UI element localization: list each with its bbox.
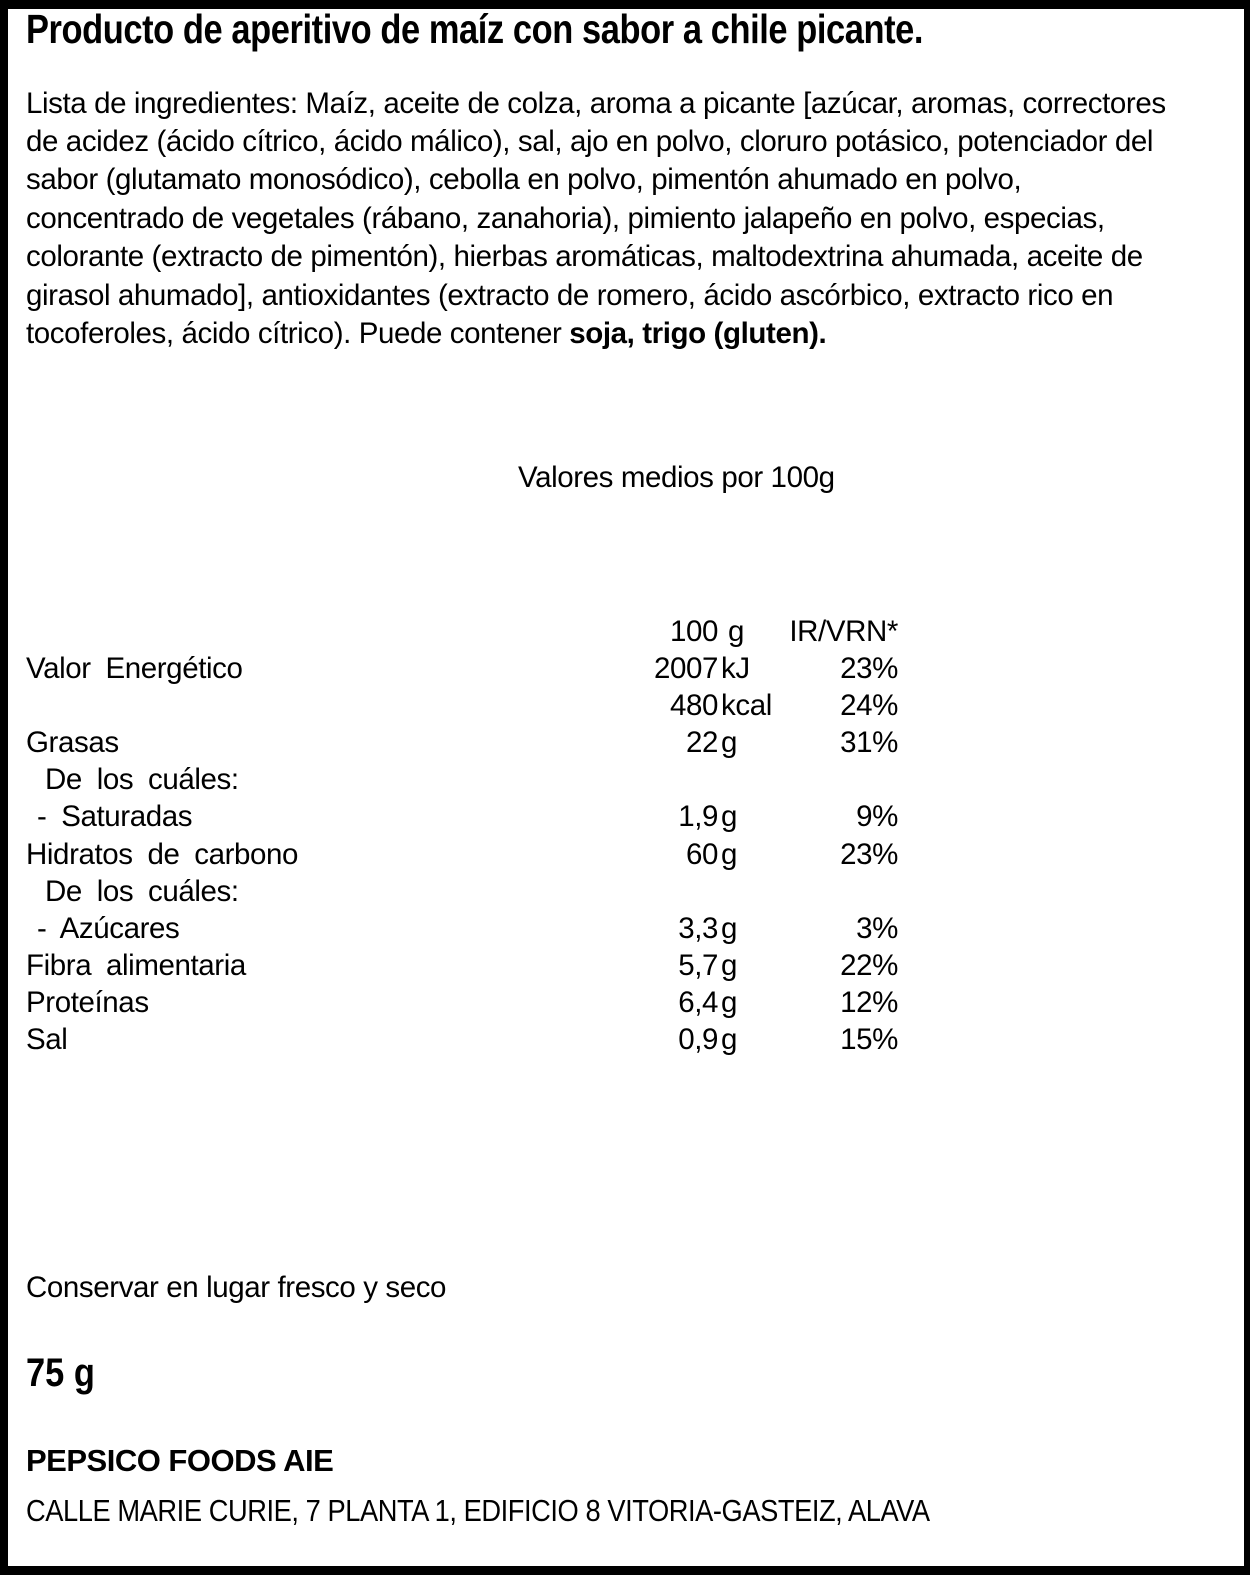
row-rda: 23%: [840, 652, 898, 686]
manufacturer-name: PEPSICO FOODS AIE: [26, 1443, 334, 1478]
nutrition-table: [26, 613, 898, 1058]
row-value: 1,9: [678, 800, 718, 834]
table-row-energy-kj: [26, 650, 898, 687]
row-unit: g: [721, 837, 738, 871]
table-row-protein: [26, 984, 898, 1021]
table-row-energy-kcal: [26, 687, 898, 724]
row-rda: 12%: [840, 985, 898, 1019]
row-label: Fibra alimentaria: [26, 948, 246, 982]
row-value: 2007: [653, 652, 718, 686]
row-rda: 3%: [856, 911, 898, 945]
row-rda: 22%: [840, 948, 898, 982]
nutrition-section-title: Valores medios por 100g: [518, 461, 835, 494]
storage-instructions: Conservar en lugar fresco y seco: [26, 1271, 447, 1304]
row-unit: g: [721, 948, 738, 982]
row-label: De los cuáles:: [45, 874, 239, 908]
row-rda: 15%: [840, 1023, 898, 1057]
row-value: 0,9: [678, 1023, 718, 1057]
row-value: 480: [669, 689, 718, 723]
row-value: 3,3: [678, 911, 718, 945]
ingredients-text: Lista de ingredientes: Maíz, aceite de colza, aroma a picante [azúcar, aromas, correctores de acidez (ácido cítrico, ácido málico), sal, ajo en polvo, cloruro potásico, potenciador del sabor (glutamato monosódico), cebolla en polvo, pimentón ahumado en polvo, concentrado de vegetales (rábano, zanahoria), pimiento jalapeño en polvo, especias, colorante (extracto de pimentón), hierbas aromáticas, maltodextrina ahumada, aceite de girasol ahumado], antioxidantes (extracto de romero, ácido ascórbico, extracto rico en tocoferoles, ácido cítrico). Puede contener: [26, 86, 1166, 350]
row-rda: 23%: [840, 837, 898, 871]
row-label: - Azúcares: [37, 911, 180, 945]
table-row-saturates: [26, 798, 898, 835]
table-row-sugars: [26, 910, 898, 947]
row-unit: g: [721, 800, 738, 834]
row-unit: g: [721, 911, 738, 945]
table-row-fibre: [26, 947, 898, 984]
header-amount-unit: g: [728, 615, 745, 648]
table-row-of-which-carbs: [26, 873, 898, 910]
row-unit: g: [721, 726, 738, 760]
row-label: De los cuáles:: [45, 763, 239, 797]
row-label: Valor Energético: [26, 652, 243, 686]
table-row-carbohydrate: [26, 836, 898, 873]
row-unit: g: [721, 985, 738, 1019]
manufacturer-address: CALLE MARIE CURIE, 7 PLANTA 1, EDIFICIO 8 VITORIA-GASTEIZ, ALAVA: [26, 1493, 930, 1528]
row-value: 6,4: [678, 985, 718, 1019]
row-value: 5,7: [678, 948, 718, 982]
row-label: - Saturadas: [37, 800, 193, 834]
ingredients-paragraph: [26, 85, 1166, 354]
row-unit: kcal: [721, 689, 772, 723]
row-unit: kJ: [721, 652, 750, 686]
table-row-salt: [26, 1021, 898, 1058]
net-weight: 75 g: [26, 1351, 95, 1395]
row-value: 60: [685, 837, 718, 871]
row-rda: 9%: [856, 800, 898, 834]
row-label: Hidratos de carbono: [26, 837, 299, 871]
header-amount-value: 100: [669, 615, 718, 648]
row-label: Proteínas: [26, 985, 149, 1019]
table-row-of-which-fat: [26, 761, 898, 798]
row-label: Sal: [26, 1023, 68, 1057]
product-title: Producto de aperitivo de maíz con sabor a chile picante.: [26, 6, 924, 52]
nutrition-header-row: [26, 613, 898, 650]
row-unit: g: [721, 1023, 738, 1057]
row-rda: 31%: [840, 726, 898, 760]
allergens-bold-text: soja, trigo (gluten).: [569, 316, 827, 350]
header-rda: IR/VRN*: [789, 615, 898, 648]
row-label: Grasas: [26, 726, 119, 760]
row-rda: 24%: [840, 689, 898, 723]
table-row-fat: [26, 724, 898, 761]
row-value: 22: [685, 726, 718, 760]
